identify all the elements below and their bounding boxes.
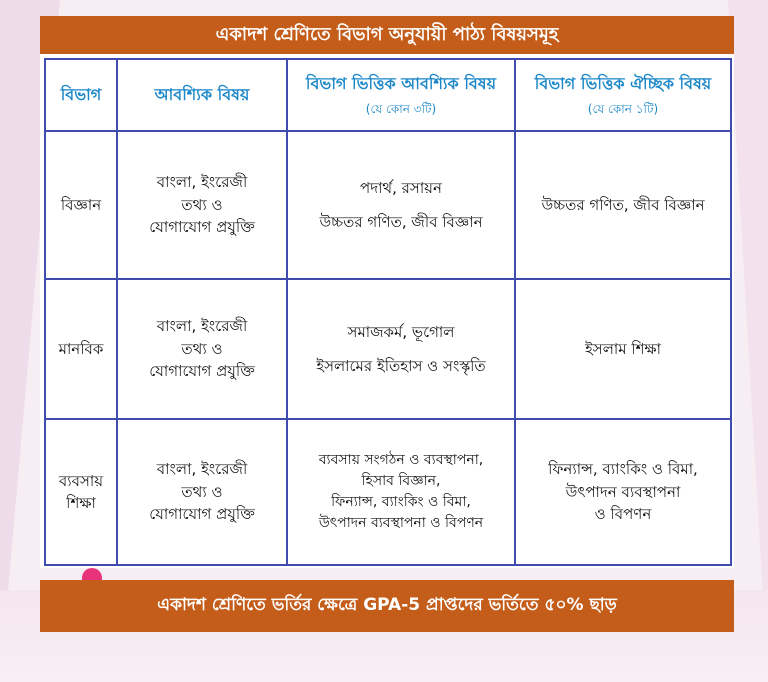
dept-optional-cell: ইসলাম শিক্ষা xyxy=(515,279,731,419)
dept-compulsory-cell: পদার্থ, রসায়ন উচ্চতর গণিত, জীব বিজ্ঞান xyxy=(287,131,515,279)
table-title: একাদশ শ্রেণিতে বিভাগ অনুযায়ী পাঠ্য বিষয়সমূহ xyxy=(40,16,734,54)
compulsory-cell: বাংলা, ইংরেজী তথ্য ও যোগাযোগ প্রযুক্তি xyxy=(117,419,287,565)
background-shape-right xyxy=(728,0,768,682)
department-cell: মানবিক xyxy=(45,279,117,419)
table-row-science xyxy=(45,131,731,279)
header-dept-optional: বিভাগ ভিত্তিক ঐচ্ছিক বিষয় (যে কোন ১টি) xyxy=(515,59,731,131)
dept-optional-cell: উচ্চতর গণিত, জীব বিজ্ঞান xyxy=(515,131,731,279)
compulsory-cell: বাংলা, ইংরেজী তথ্য ও যোগাযোগ প্রযুক্তি xyxy=(117,131,287,279)
header-row xyxy=(45,59,731,131)
header-compulsory: আবশ্যিক বিষয় xyxy=(117,59,287,131)
table-row-business xyxy=(45,419,731,565)
dept-optional-cell: ফিন্যান্স, ব্যাংকিং ও বিমা, উৎপাদন ব্যবস্থাপনা ও বিপণন xyxy=(515,419,731,565)
table-row-humanities xyxy=(45,279,731,419)
header-dept-compulsory: বিভাগ ভিত্তিক আবশ্যিক বিষয় (যে কোন ৩টি) xyxy=(287,59,515,131)
compulsory-cell: বাংলা, ইংরেজী তথ্য ও যোগাযোগ প্রযুক্তি xyxy=(117,279,287,419)
header-department: বিভাগ xyxy=(45,59,117,131)
header-dept-compulsory-note: (যে কোন ৩টি) xyxy=(365,102,437,116)
admission-discount-banner: একাদশ শ্রেণিতে ভর্তির ক্ষেত্রে GPA-5 প্রাপ্তদের ভর্তিতে ৫০% ছাড় xyxy=(40,580,734,632)
department-cell: ব্যবসায় শিক্ষা xyxy=(45,419,117,565)
header-dept-optional-note: (যে কোন ১টি) xyxy=(587,102,659,116)
dept-compulsory-cell: সমাজকর্ম, ভূগোল ইসলামের ইতিহাস ও সংস্কৃতি xyxy=(287,279,515,419)
subjects-table xyxy=(44,58,732,566)
department-cell: বিজ্ঞান xyxy=(45,131,117,279)
dept-compulsory-cell: ব্যবসায় সংগঠন ও ব্যবস্থাপনা, হিসাব বিজ্ঞান, ফিন্যান্স, ব্যাংকিং ও বিমা, উৎপাদন ব্যবস্থাপনা ও বিপণন xyxy=(287,419,515,565)
